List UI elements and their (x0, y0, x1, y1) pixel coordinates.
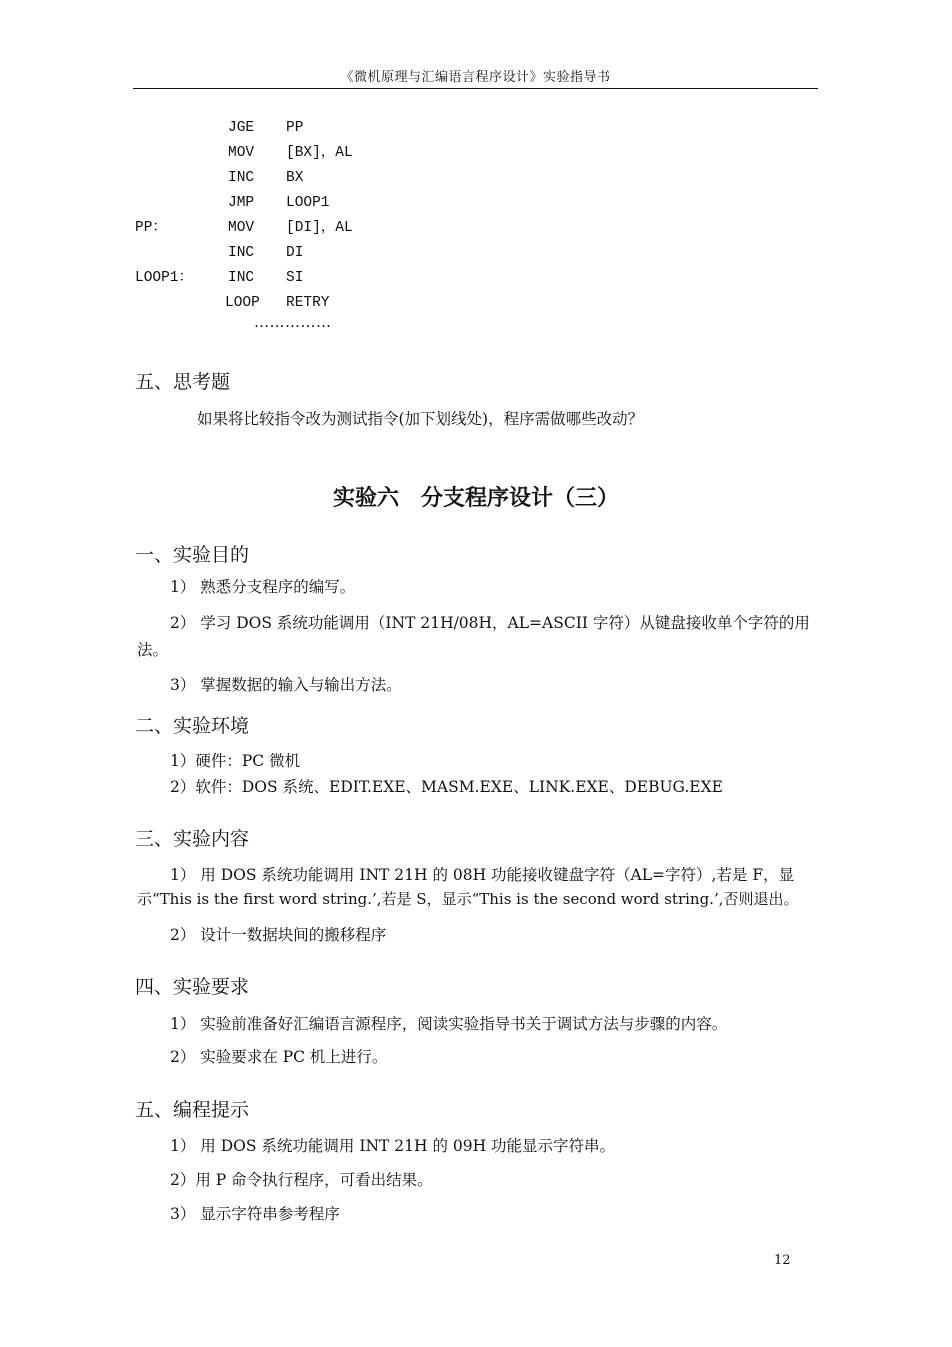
code-label: PP： (135, 220, 167, 236)
code-opcode: INC (228, 270, 255, 286)
code-operand: [DI]，AL (286, 220, 353, 236)
code-operand: LOOP1 (286, 195, 330, 211)
environment-item: 2）软件：DOS 系统、EDIT.EXE、MASM.EXE、LINK.EXE、DEBUG.EXE (170, 778, 723, 796)
code-opcode: INC (228, 245, 255, 261)
purpose-heading: 一、实验目的 (135, 544, 250, 566)
code-opcode: MOV (228, 220, 255, 236)
code-operand: BX (286, 170, 304, 186)
page-header: 《微机原理与汇编语言程序设计》实验指导书 (340, 70, 611, 85)
environment-heading: 二、实验环境 (135, 715, 250, 737)
code-operand: PP (286, 120, 304, 136)
content-item: 1） 用 DOS 系统功能调用 INT 21H 的 08H 功能接收键盘字符（AL=字符）,若是 F，显 (170, 866, 795, 884)
code-opcode: LOOP (225, 295, 260, 311)
hints-item: 3） 显示字符串参考程序 (170, 1205, 340, 1223)
code-operand: DI (286, 245, 304, 261)
code-ellipsis: …………… (254, 313, 332, 331)
code-operand: [BX]，AL (286, 145, 353, 161)
content-heading: 三、实验内容 (135, 828, 250, 850)
code-label: LOOP1： (135, 270, 194, 286)
hints-heading: 五、编程提示 (135, 1099, 250, 1121)
code-opcode: JGE (228, 120, 255, 136)
content-item: 2） 设计一数据块间的搬移程序 (170, 926, 387, 944)
hints-item: 2）用 P 命令执行程序，可看出结果。 (170, 1171, 433, 1189)
code-opcode: MOV (228, 145, 255, 161)
header-rule (133, 88, 818, 89)
hints-item: 1） 用 DOS 系统功能调用 INT 21H 的 09H 功能显示字符串。 (170, 1137, 616, 1155)
code-operand: SI (286, 270, 304, 286)
code-operand: RETRY (286, 295, 330, 311)
code-opcode: INC (228, 170, 255, 186)
environment-item: 1）硬件：PC 微机 (170, 752, 301, 770)
purpose-item: 1） 熟悉分支程序的编写。 (170, 578, 356, 596)
purpose-item-continuation: 法。 (137, 641, 169, 659)
think-text: 如果将比较指令改为测试指令(加下划线处)，程序需做哪些改动？ (197, 410, 644, 428)
requirements-heading: 四、实验要求 (135, 976, 250, 998)
purpose-item: 2） 学习 DOS 系统功能调用（INT 21H/08H，AL=ASCII 字符）从键盘接收单个字符的用 (170, 614, 810, 632)
code-opcode: JMP (228, 195, 255, 211)
page-number: 12 (774, 1253, 791, 1268)
think-heading: 五、思考题 (135, 371, 231, 393)
experiment-title: 实验六 分支程序设计（三） (332, 486, 619, 511)
requirements-item: 2） 实验要求在 PC 机上进行。 (170, 1048, 388, 1066)
requirements-item: 1） 实验前准备好汇编语言源程序，阅读实验指导书关于调试方法与步骤的内容。 (170, 1015, 728, 1033)
content-item-continuation: 示“This is the first word string.’,若是 S，显示“This is the second word string.’,否则退出。 (137, 890, 799, 908)
purpose-item: 3） 掌握数据的输入与输出方法。 (170, 676, 402, 694)
